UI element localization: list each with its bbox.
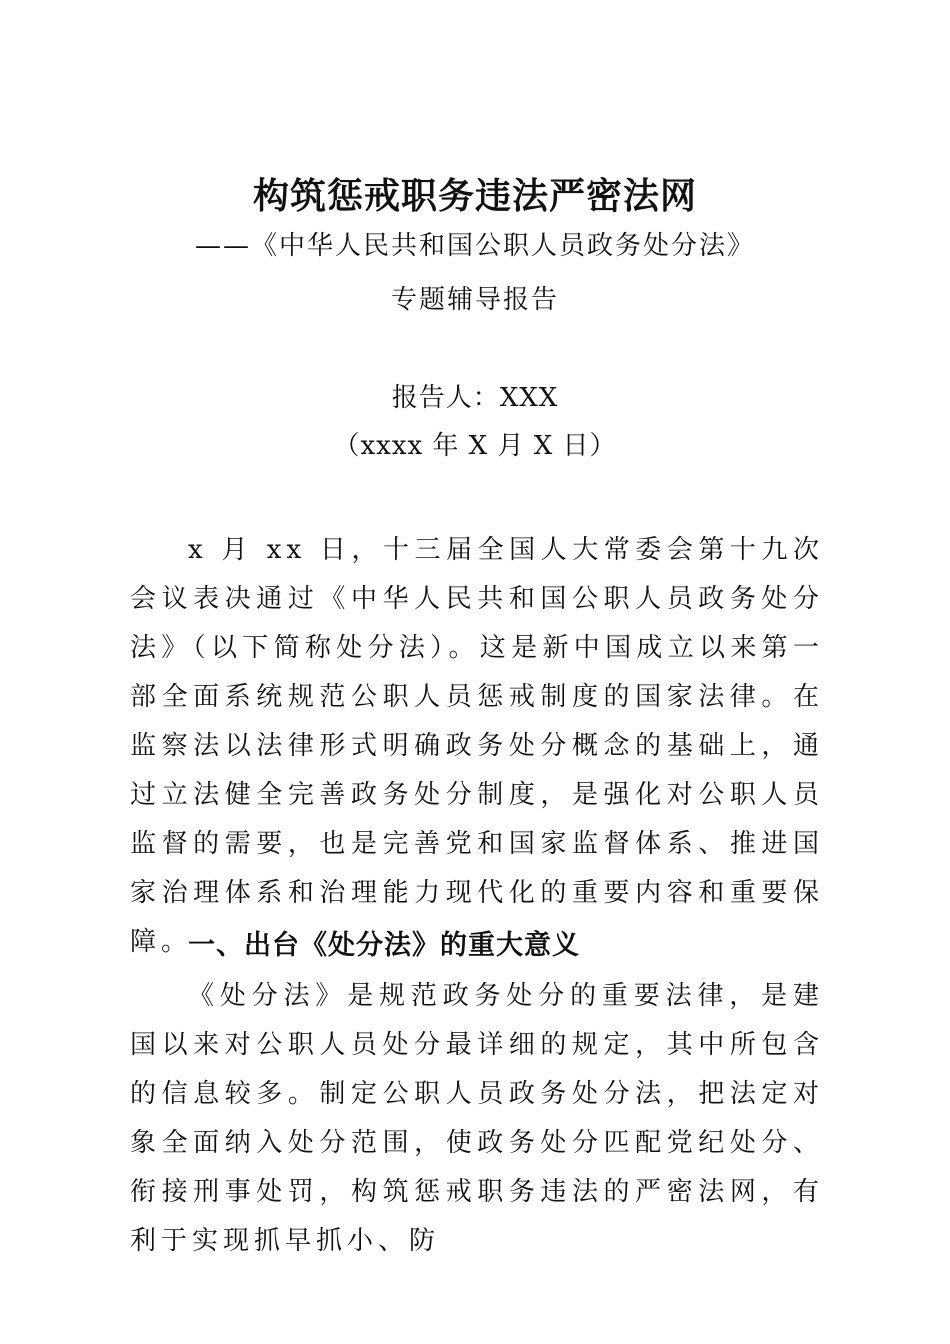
reporter-line: 报告人：XXX — [391, 383, 559, 413]
document-subtitle: ——《中华人民共和国公职人员政务处分法》 — [194, 231, 755, 261]
section1-paragraph: 《处分法》是规范政务处分的重要法律，是建国以来对公职人员处分最详细的规定，其中所包含的信息较多。制定公职人员政务处分法，把法定对象全面纳入处分范围，使政务处分匹配党纪处分、衔接刑事处罚，构筑惩戒职务违法的严密法网，有利于实现抓早抓小、防 — [130, 981, 824, 1256]
intro-paragraph: x 月 xx 日，十三届全国人大常委会第十九次会议表决通过《中华人民共和国公职人员政务处分法》（以下简称处分法）。这是新中国成立以来第一部全面系统规范公职人员惩戒制度的国家法律。在监察法以法律形式明确政务处分概念的基础上，通过立法健全完善政务处分制度，是强化对公职人员监督的需要，也是完善党和国家监督体系、推进国家治理体系和治理能力现代化的重要内容和重要保障。 — [130, 535, 824, 957]
date-line: （xxxx 年 X 月 X 日） — [333, 431, 617, 461]
document-title: 构筑惩戒职务违法严密法网 — [252, 175, 697, 217]
section-heading-1: 一、出台《处分法》的重大意义 — [188, 930, 580, 961]
document-subtitle-line2: 专题辅导报告 — [390, 285, 559, 315]
